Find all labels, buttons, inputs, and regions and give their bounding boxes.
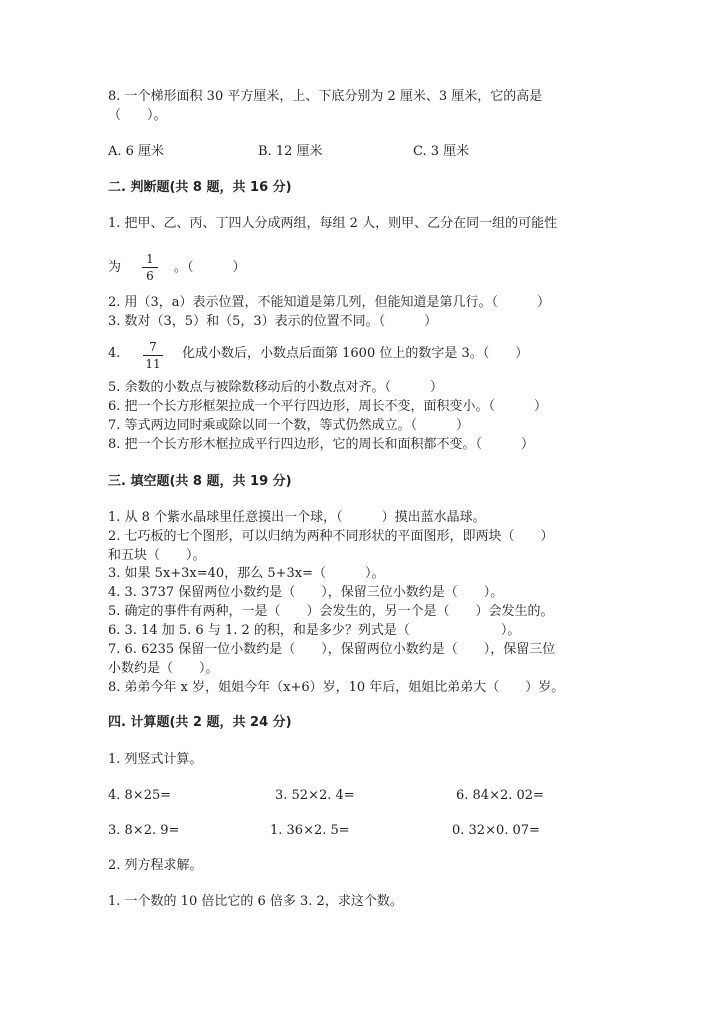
mc-q8-option-b: B. 12 厘米 [258,144,323,159]
mc-q8-stem-line1: 8. 一个梯形面积 30 平方厘米，上、下底分别为 2 厘米、3 厘米，它的高是 [108,89,543,104]
judge-q5: 5. 余数的小数点与被除数移动后的小数点对齐。（ ） [108,380,444,395]
fill-q5: 5. 确定的事件有两种，一是（ ）会发生的，另一个是（ ）会发生的。 [108,604,554,619]
judge-q4-prefix: 4. [108,346,121,361]
mc-q8-option-c: C. 3 厘米 [413,144,470,159]
section-heading-judge: 二. 判断题(共 8 题，共 16 分) [108,180,292,195]
mc-q8-stem-line2: （ ）。 [108,108,167,123]
fill-q4: 4. 3. 3737 保留两位小数约是（ ），保留三位小数约是（ ）。 [108,585,504,600]
judge-q8: 8. 把一个长方形木框拉成平行四边形，它的周长和面积都不变。（ ） [108,437,535,452]
calc-expression-6: 0. 32×0. 07= [452,823,540,838]
fraction-seven-elevenths [143,340,163,371]
fraction-bar [142,267,158,268]
calc-expression-3: 6. 84×2. 02= [456,788,544,803]
fill-q2-line2: 和五块（ ）。 [108,548,206,563]
fill-q1: 1. 从 8 个紫水晶球里任意摸出一个球，（ ）摸出蓝水晶球。 [108,510,486,525]
section-heading-fill: 三. 填空题(共 8 题，共 19 分) [108,474,292,489]
fraction-one-sixth [142,252,158,283]
judge-q2: 2. 用（3，a）表示位置，不能知道是第几列，但能知道是第几行。（ ） [108,295,551,310]
calc-expression-2: 3. 52×2. 4= [275,788,355,803]
fraction-denominator: 6 [146,269,154,283]
judge-q1-line1: 1. 把甲、乙、丙、丁四人分成两组，每组 2 人，则甲、乙分在同一组的可能性 [108,216,558,231]
fill-q3: 3. 如果 5x+3x=40，那么 5+3x=（ ）。 [108,566,385,581]
section-heading-calc: 四. 计算题(共 2 题，共 24 分) [108,715,292,730]
judge-q1-suffix: 。（ ） [174,260,246,275]
judge-q1-prefix: 为 [108,260,122,275]
judge-q7: 7. 等式两边同时乘或除以同一个数，等式仍然成立。（ ） [108,418,470,433]
calc-equation-1: 1. 一个数的 10 倍比它的 6 倍多 3. 2，求这个数。 [108,894,403,909]
judge-q3: 3. 数对（3，5）和（5，3）表示的位置不同。（ ） [108,314,438,329]
calc-sub1-title: 1. 列竖式计算。 [108,752,203,767]
fraction-denominator: 11 [145,357,161,371]
fill-q2-line1: 2. 七巧板的七个图形，可以归纳为两种不同形状的平面图形，即两块（ ） [108,529,554,544]
calc-expression-4: 3. 8×2. 9= [108,823,180,838]
fill-q7-line1: 7. 6. 6235 保留一位小数约是（ ），保留两位小数约是（ ），保留三位 [108,642,556,657]
judge-q4-text: 化成小数后，小数点后面第 1600 位上的数字是 3。（ ） [182,346,529,361]
fraction-numerator: 1 [146,252,154,266]
calc-sub2-title: 2. 列方程求解。 [108,858,203,873]
calc-expression-1: 4. 8×25= [108,788,172,803]
mc-q8-option-a: A. 6 厘米 [108,144,165,159]
fill-q6: 6. 3. 14 加 5. 6 与 1. 2 的积，和是多少？列式是（ ）。 [108,623,521,638]
fill-q7-line2: 小数约是（ ）。 [108,661,219,676]
fraction-numerator: 7 [149,340,157,354]
fraction-bar [143,355,163,356]
calc-expression-5: 1. 36×2. 5= [270,823,350,838]
fill-q8: 8. 弟弟今年 x 岁，姐姐今年（x+6）岁，10 年后，姐姐比弟弟大（ ）岁。 [108,680,565,695]
judge-q6: 6. 把一个长方形框架拉成一个平行四边形，周长不变，面积变小。（ ） [108,399,548,414]
